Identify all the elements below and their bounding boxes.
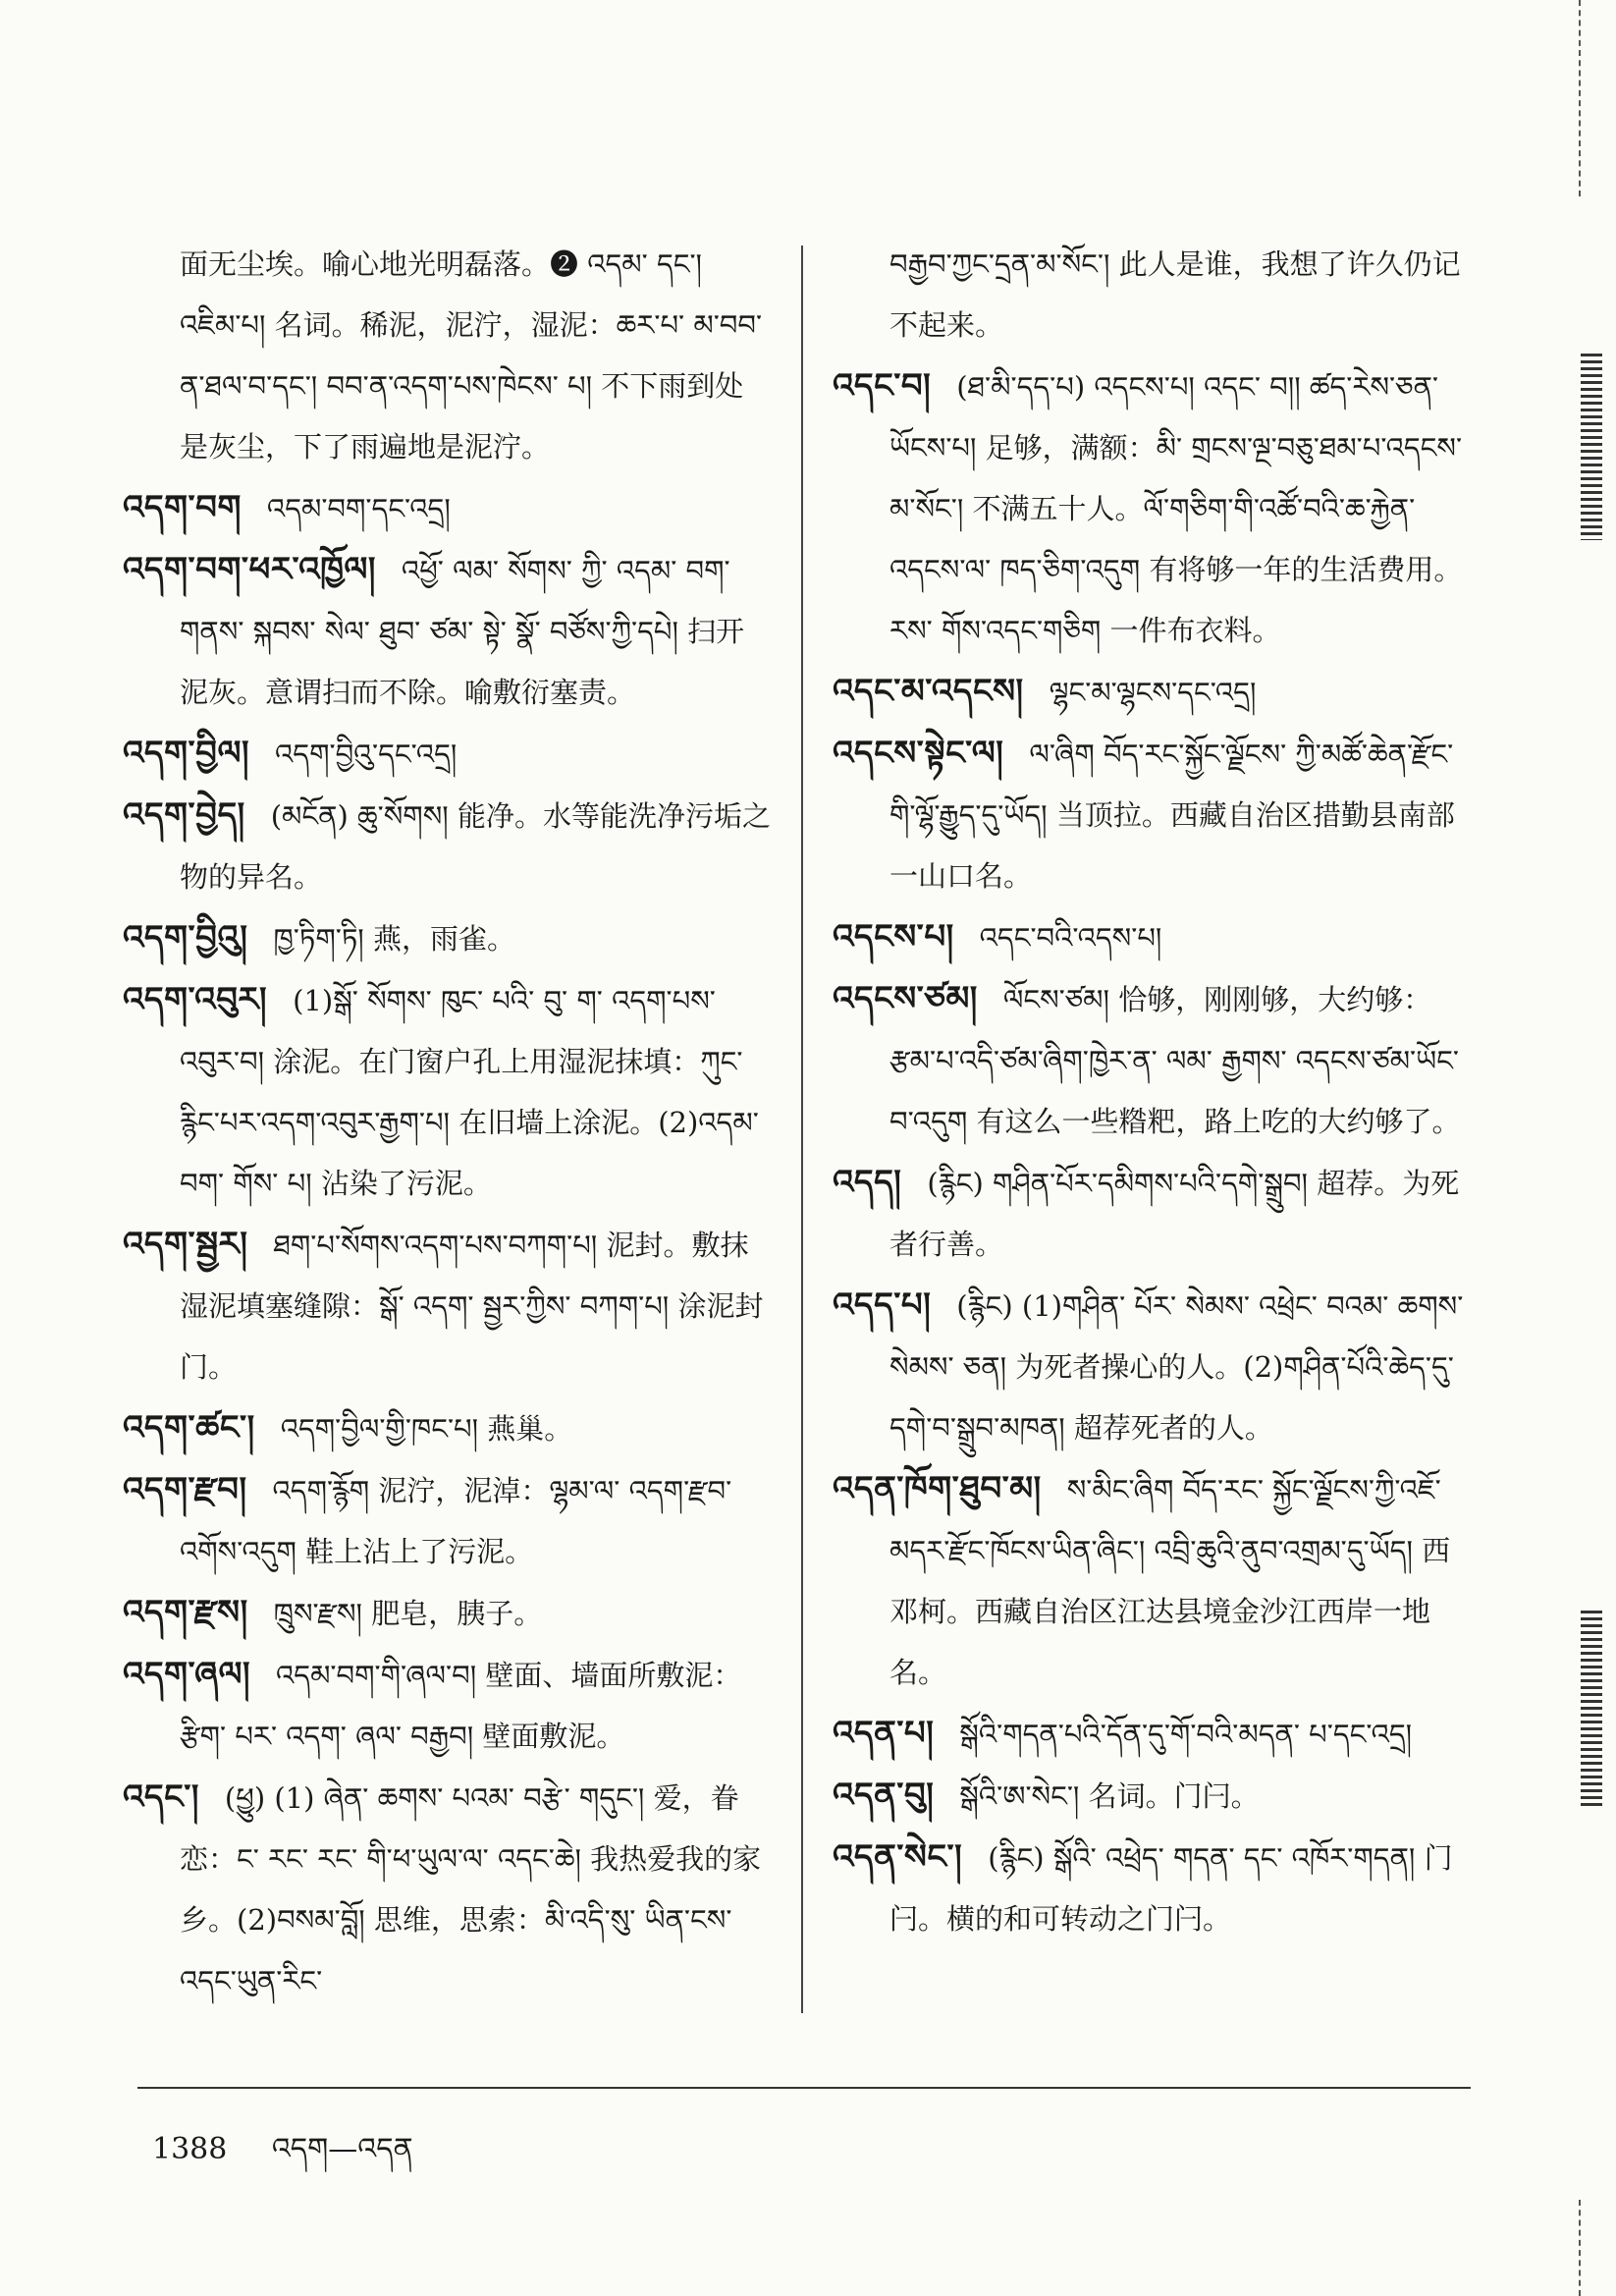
entry-headword: འདག་བྱིའུ། <box>123 918 248 957</box>
margin-scan-mark <box>1579 2200 1602 2296</box>
entry-headword: འདངས་པ། <box>833 917 954 957</box>
entry-definition: (རྙིང) གཤིན་པོར་དམིགས་པའི་དགེ་སྒྲུབ། 超荐。为死者行善。 <box>889 1167 1460 1261</box>
entry-headword: འདང་། <box>123 1777 199 1817</box>
entry-headword: འདད་པ། <box>833 1285 932 1325</box>
entry-definition: སྒོའི་ཨ་སེང་། 名词。门闩。 <box>959 1779 1260 1813</box>
left-column <box>123 234 771 2011</box>
entry-definition: ཐག་པ་སོགས་འདག་པས་བཀག་པ། 泥封。敷抹湿泥填塞缝隙：སྒོ་ འདག་ སྦྱར་ཀྱིས་ བཀག་པ། 涂泥封门。 <box>180 1229 764 1384</box>
dictionary-entry <box>833 355 1471 661</box>
entry-headword: འདང་བ། <box>833 366 932 406</box>
dictionary-entry <box>123 234 771 477</box>
dictionary-entry <box>833 1703 1471 1765</box>
column-divider <box>801 246 803 2013</box>
entry-headword: འདག་བག <box>123 488 242 527</box>
entry-headword: འདག་བྱེད། <box>123 795 245 835</box>
entry-definition: འཕྱོ་ ལམ་ སོགས་ ཀྱི་ འདམ་ བག་ གནས་ སྐབས་ སེལ་ ཐུབ་ ཙམ་ སྟེ་ སྣོ་ བཙོས་ཀྱི་དཔེ། 扫开泥灰。意谓扫而不除。喻敷衍塞责。 <box>180 554 745 709</box>
page-number: 1388 <box>152 2132 228 2166</box>
dictionary-entry <box>833 1765 1471 1827</box>
entry-definition: འདག་བྱིལ་གྱི་ཁང་པ། 燕巢。 <box>280 1412 573 1446</box>
margin-scan-mark <box>1579 0 1602 196</box>
dictionary-entry <box>833 1275 1471 1458</box>
entry-definition: (ཐ་མི་དད་པ) འདངས་པ། འདང་ བ།། ཚད་རེས་ཅན་ཡོངས་པ། 足够，满额：མི་ གྲངས་ལྔ་བཅུ་ཐམ་པ་འདངས་མ་སོང་། 不满五十人。ལོ་གཅིག་གི་འཚོ་བའི་ཆ་རྐྱེན་འདངས་ལ་ ཁད་ཅིག་འདུག 有将够一年的生活费用。རས་ གོས་འདང་གཅིག 一件布衣料。 <box>889 370 1463 647</box>
entry-headword: འདན་པ། <box>833 1714 935 1753</box>
entry-definition: འདག་རྙོག 泥泞，泥淖：ལྷམ་ལ་ འདག་རྫབ་འགོས་འདུག 鞋上沾上了污泥。 <box>180 1474 732 1568</box>
dictionary-entry <box>833 661 1471 723</box>
entry-headword: འདག་ཚང་། <box>123 1408 255 1448</box>
page-footer <box>152 2116 413 2199</box>
entry-definition: (མངོན) ཆུ་སོགས། 能净。水等能洗净污垢之物的异名。 <box>180 799 771 894</box>
entry-headword: འདག་འབུར། <box>123 980 268 1019</box>
entry-headword: འདང་མ་འདངས། <box>833 672 1024 711</box>
entry-definition: འདམ་བག་གི་ཞལ་བ། 壁面、墙面所敷泥：རྩིག་ པར་ འདག་ ཞལ་ བརྒྱབ། 壁面敷泥。 <box>180 1659 742 1753</box>
dictionary-entry <box>123 1397 771 1459</box>
dictionary-entry <box>833 968 1471 1152</box>
entry-headword: འདག་བྱིལ། <box>123 734 250 773</box>
entry-range: འདག—འདན <box>271 2132 413 2166</box>
dictionary-entry <box>123 723 771 785</box>
entry-headword: འདད། <box>833 1163 902 1202</box>
dictionary-entry <box>123 1644 771 1767</box>
footer-rule <box>137 2087 1471 2089</box>
dictionary-entry <box>123 969 771 1214</box>
entry-definition: ཁྱ་ཏིག་ཏི། 燕，雨雀。 <box>273 922 515 956</box>
entry-headword: འདག་རྫས། <box>123 1593 248 1632</box>
dictionary-entry <box>123 539 771 723</box>
entry-definition: ལོངས་ཙམ། 恰够，刚刚够，大约够：རྩམ་པ་འདི་ཙམ་ཞིག་ཁྱེར་ན་ ལམ་ རྒྱགས་ འདངས་ཙམ་ཡོང་བ་འདུག 有这么一些糌粑，路上吃的大约够了。 <box>889 983 1461 1138</box>
dictionary-entry <box>123 477 771 539</box>
dictionary-entry <box>833 723 1471 906</box>
dictionary-entry <box>833 1827 1471 1949</box>
entry-definition: འདག་བྱིའུ་དང་འདྲ། <box>275 738 458 771</box>
entry-headword: འདན་སེང་། <box>833 1837 963 1877</box>
dictionary-entry <box>123 785 771 907</box>
entry-headword: འདངས་སྟེང་ལ། <box>833 734 1004 773</box>
entry-definition: 面无尘埃。喻心地光明磊落。❷ འདམ་ དང་། འཇིམ་པ། 名词。稀泥，泥泞，湿泥：ཆར་པ་ མ་བབ་ན་ཐལ་བ་དང་། བབ་ན་འདག་པས་ཁེངས་ པ། 不下雨到处是灰尘，下了雨遍地是泥泞。 <box>180 247 763 464</box>
entry-definition: སྒོའི་གདན་པའི་དོན་དུ་གོ་བའི་མདན་ པ་དང་འདྲ། <box>959 1718 1413 1751</box>
entry-headword: འདན་བུ། <box>833 1776 935 1815</box>
entry-definition: འདམ་བག་དང་འདྲ། <box>266 492 451 525</box>
entry-definition: ལྷང་མ་ལྷངས་དང་འདྲ། <box>1049 676 1257 709</box>
dictionary-entry <box>123 907 771 969</box>
entry-headword: འདག་བག་ཕར་འཁྱོལ། <box>123 550 376 589</box>
margin-scan-mark <box>1581 1611 1602 1807</box>
entry-definition: ས་མིང་ཞིག བོད་རང་ སྐྱོང་ལྗོངས་ཀྱི་འཇོ་མདར་རྫོང་ཁོངས་ཡིན་ཞིང་། འབྲི་ཆུའི་ནུབ་འགྲམ་དུ་ཡོད། 西邓柯。西藏自治区江达县境金沙江西岸一地名。 <box>889 1473 1451 1689</box>
margin-scan-mark <box>1581 354 1602 540</box>
dictionary-entry <box>123 1214 771 1397</box>
entry-headword: འདག་སྦྱར། <box>123 1225 248 1264</box>
entry-definition: (1)སྒོ་ སོགས་ ཁུང་ པའི་ བུ་ ག་ འདག་པས་འབུར་བ། 涂泥。在门窗户孔上用湿泥抹填：ཀུང་རྙིང་པར་འདག་འབུར་རྒྱག་པ། 在旧墙上涂泥。(2)འདམ་ བག་ གོས་ པ། 沾染了污泥。 <box>180 984 759 1200</box>
entry-definition: (ཕྱུ) (1) ཞེན་ ཆགས་ པའམ་ བརྩེ་ གདུང་། 爱，眷恋：ང་ རང་ རང་ གི་ཕ་ཡུལ་ལ་ འདང་ཆེ། 我热爱我的家乡。(2)བསམ་བློ། 思维，思索：མི་འདི་སུ་ ཡིན་ངས་ འདང་ཡུན་རིང་ <box>180 1781 762 1997</box>
entry-definition: (རྙིང) (1)གཤིན་ པོར་ སེམས་ འཕྲེང་ བའམ་ ཆགས་ སེམས་ ཅན། 为死者操心的人。(2)གཤིན་པོའི་ཆེད་དུ་དགེ་བ་སྒྲུབ་མཁན། 超荐死者的人。 <box>889 1289 1464 1445</box>
entry-headword: འདངས་ཙམ། <box>833 979 978 1018</box>
entry-definition: ལ་ཞིག བོད་རང་སྐྱོང་ལྗོངས་ ཀྱི་མཚོ་ཆེན་རྫོང་གི་ལྷོ་རྒྱུད་དུ་ཡོད། 当顶拉。西藏自治区措勤县南部一山口名。 <box>889 738 1455 893</box>
dictionary-entry <box>833 1152 1471 1275</box>
dictionary-entry <box>123 1767 771 2011</box>
entry-headword: འདག་ཞལ། <box>123 1655 251 1694</box>
entry-definition: བརྒྱབ་ཀྱང་དྲན་མ་སོང་། 此人是谁，我想了许久仍记不起来。 <box>889 247 1461 342</box>
dictionary-entry <box>833 906 1471 968</box>
dictionary-entry <box>833 234 1471 355</box>
entry-definition: ཁྲུས་རྫས། 肥皂，胰子。 <box>273 1597 543 1630</box>
entry-headword: འདག་རྫབ། <box>123 1470 247 1509</box>
dictionary-entry <box>123 1582 771 1644</box>
right-column <box>833 234 1471 1949</box>
entry-headword: འདན་ཁོག་ཐུབ་མ། <box>833 1469 1042 1508</box>
entry-definition: (རྙིང) སྒོའི་ འཕྲེད་ གདན་ དང་ འཁོར་གདན། 门闩。横的和可转动之门闩。 <box>889 1841 1453 1936</box>
dictionary-entry <box>833 1458 1471 1703</box>
entry-definition: འདང་བའི་འདས་པ། <box>979 921 1162 955</box>
dictionary-entry <box>123 1459 771 1582</box>
